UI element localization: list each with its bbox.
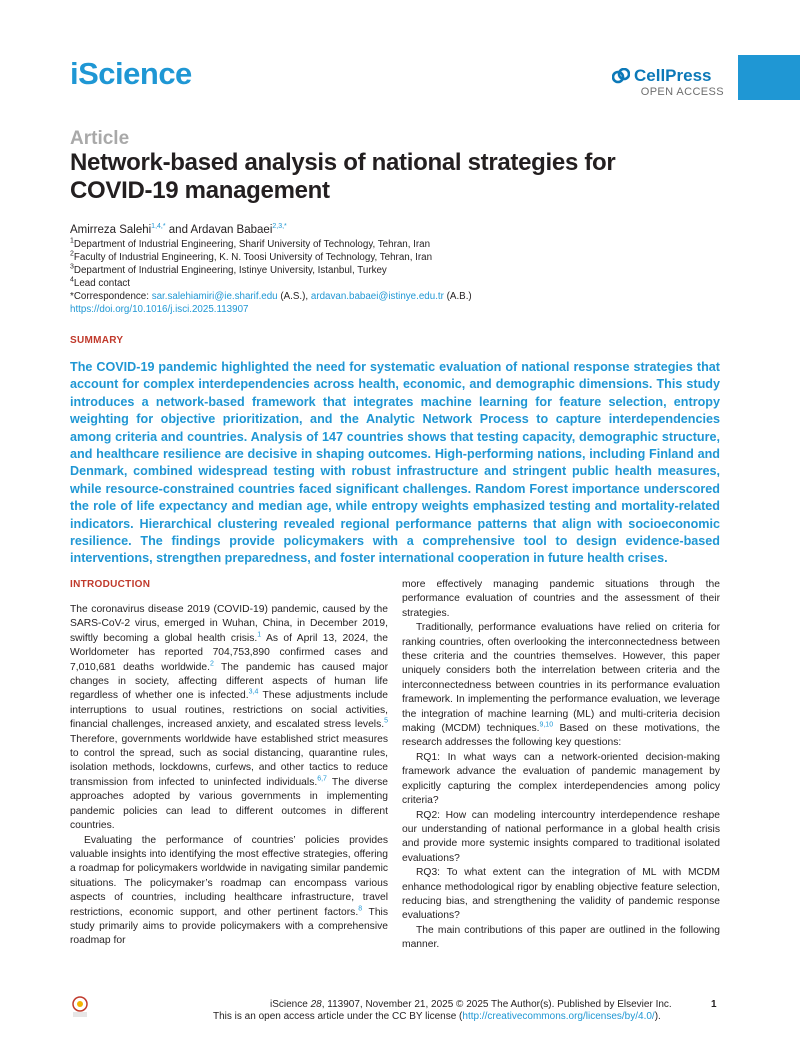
doi-link[interactable]: https://doi.org/10.1016/j.isci.2025.113907 [70,304,249,315]
authors-conjunction: and [168,224,188,236]
affiliation: $^2$Faculty of Industrial Engineering, K. N. Toosi University of Technology, Tehran, Iran [70,250,433,263]
license-link[interactable]: http://creativecommons.org/licenses/by/4.0/ [462,1011,655,1022]
citation-ref[interactable]: 6,7 [317,775,327,783]
cellpress-icon [612,68,630,84]
research-question: RQ2: How can modeling intercountry interdependence reshape our understanding of national performance in a global health crisis and provide more systemic insights compared to traditional isolated evaluations? [402,809,720,864]
author-sup[interactable]: 1,4,* [151,223,166,231]
journal-name[interactable]: iScience [70,56,192,91]
article-title: Network-based analysis of national strategies for COVID-19 management [70,149,616,204]
author-name[interactable]: Amirreza Salehi [70,224,152,236]
citation-ref[interactable]: 2 [209,660,214,668]
citation-ref[interactable]: 5 [384,717,388,725]
author-list [70,224,287,236]
citation-ref[interactable]: 9,10 [539,721,554,729]
right-column [402,578,720,953]
check-for-updates-icon[interactable] [70,996,90,1018]
summary-heading: SUMMARY [70,335,124,346]
email-link[interactable]: ardavan.babaei@istinye.edu.tr [310,291,444,302]
research-question: RQ1: In what ways can a network-oriented decision-making framework advance the evaluation of pandemic management by explicitly capturing the complex interdependencies among policy criteria? [402,751,720,807]
open-access-label: OPEN ACCESS [640,86,724,98]
footer-citation: iScience 28, 113907, November 21, 2025 © 2025 The Author(s). Published by Elsevier Inc. [270,999,672,1010]
paragraph: The coronavirus disease 2019 (COVID-19) pandemic, caused by the SARS-CoV-2 virus, emerged in Wuhan, China, in December 2019, swiftly becoming a global health crisis.$^1$ As of April 13, 2024, the Worldometer has reported 704,753,890 confirmed cases and 7,010,681 deaths worldwide.$^2$ The pandemic has caused major changes in society, affecting different aspects of human life regardless of whether one is infected.$^{3,4}$ These adjustments include interruptions to usual routines, restrictions on social activities, financial challenges, increased anxiety, and escalated stress levels.$^5$ Therefore, governments worldwide have established strict measures to control the spread, such as social distancing, quarantine rules, isolation methods, lockdowns, curfews, and other tactics to reduce transmission from infected to uninfected individuals.$^{6,7}$ The diverse approaches adopted by various governments in implementing pandemic policies can lead to different outcomes in different countries. [70,604,389,832]
paragraph: more effectively managing pandemic situations through the performance evaluation of countries and the assessment of their strategies. [402,579,720,619]
citation-ref[interactable]: 8 [358,905,363,913]
paragraph: Traditionally, performance evaluations have relied on criteria for ranking countries, often overlooking the interconnectedness between these criteria and the countries themselves. However, this paper uniquely considers both the interrelation between criteria and the interconnectedness between countries in its performance evaluation framework. In implementing the performance evaluation, we leverage the integration of machine learning (ML) and multi-criteria decision making (MCDM) techniques.$^{9,10}$ Based on these motivations, the research addresses the following key questions: [402,622,720,749]
research-question: RQ3: To what extent can the integration of ML with MCDM enhance methodological rigor by enabling objective feature selection, reducing bias, and strengthening the validity of pandemic response evaluations? [402,867,720,922]
introduction-heading: INTRODUCTION [70,579,151,590]
citation-ref[interactable]: 3,4 [248,689,259,697]
affiliation: $^3$Department of Industrial Engineering, Istinye University, Istanbul, Turkey [70,263,387,276]
email-link[interactable]: sar.salehiamiri@ie.sharif.edu [151,291,278,302]
cellpress-text: CellPress [634,66,712,85]
footer-license: This is an open access article under the CC BY license (http://creativecommons.org/licenses/by/4.0/). [213,1011,661,1022]
corner-tab [738,55,800,100]
left-column [70,578,388,949]
paragraph: The main contributions of this paper are outlined in the following manner. [402,924,720,951]
article-type: Article [70,128,130,149]
affiliation: $^1$Department of Industrial Engineering, Sharif University of Technology, Tehran, Iran [70,237,431,250]
affiliation: $^4$Lead contact [70,276,131,289]
summary-text: The COVID-19 pandemic highlighted the need for systematic evaluation of national response strategies that account for complex interdependencies across health, economic, and demographic dimensions. This study introduces a network-based framework that integrates machine learning for feature selection, entropy weighting for objective prioritization, and the Analytic Network Process to capture interdependencies among criteria and countries. Analysis of 147 countries shows that testing capacity, demographic structure, and healthcare resilience are decisive in shaping outcomes. High-performing nations, including Finland and Denmark, combined widespread testing with robust infrastructure and stringent public health measures, while resource-constrained countries faced significant challenges. Random Forest importance underscored the role of life expectancy and median age, while entropy weights emphasized testing and mortality-related indicators. Hierarchical clustering revealed regional performance patterns that align with socioeconomic resilience. The findings provide policymakers with a comprehensive tool to design evidence-based interventions, strengthen preparedness, and foster international cooperation in future health crises. [70,360,720,566]
citation-ref[interactable]: 1 [257,631,262,639]
cellpress-logo[interactable] [612,66,724,98]
author-name[interactable]: Ardavan Babaei [190,224,273,236]
paragraph: Evaluating the performance of countries’ policies provides valuable insights into identifying the most effective strategies, offering a roadmap for policymakers worldwide in navigating similar pandemic situations. The policymaker’s roadmap can encompass various aspects of countries, including healthcare infrastructure, travel restrictions, economic support, and other pertinent factors.$^8$ This study primarily aims to provide policymakers with a comprehensive roadmap for [70,834,388,947]
author-sup[interactable]: 2,3,* [272,223,287,231]
correspondence: *Correspondence: sar.salehiamiri@ie.sharif.edu (A.S.), ardavan.babaei@istinye.edu.tr (A.B.) [70,291,472,302]
page-number: 1 [711,999,717,1010]
